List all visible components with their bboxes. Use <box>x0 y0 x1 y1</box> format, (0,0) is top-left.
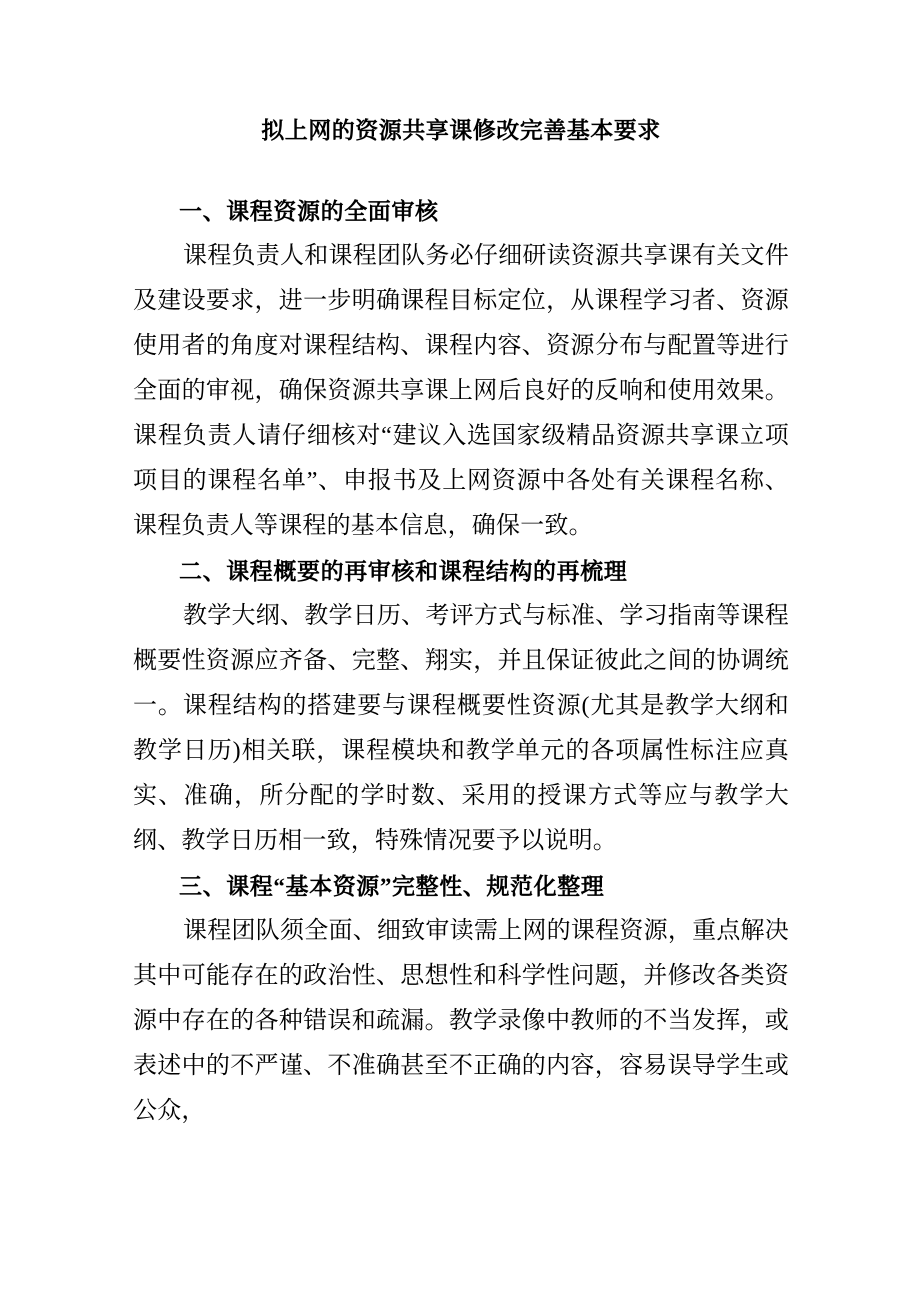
section-1 <box>133 189 789 549</box>
section-3-heading: 三、课程“基本资源”完整性、规范化整理 <box>179 874 605 899</box>
title-spacer <box>133 146 789 189</box>
document-content <box>133 0 789 1134</box>
section-1-heading: 一、课程资源的全面审核 <box>179 199 439 224</box>
section-2-heading: 二、课程概要的再审核和课程结构的再梳理 <box>179 559 628 584</box>
section-2 <box>133 549 789 864</box>
section-1-body: 课程负责人和课程团队务必仔细研读资源共享课有关文件及建设要求，进一步明确课程目标定位，从课程学习者、资源使用者的角度对课程结构、课程内容、资源分布与配置等进行全面的审视，确保资源共享课上网后良好的反响和使用效果。课程负责人请仔细核对“建议入选国家级精品资源共享课立项项目的课程名单”、申报书及上网资源中各处有关课程名称、课程负责人等课程的基本信息，确保一致。 <box>133 243 789 539</box>
section-3 <box>133 864 789 1134</box>
section-2-body: 教学大纲、教学日历、考评方式与标准、学习指南等课程概要性资源应齐备、完整、翔实，并且保证彼此之间的协调统一。课程结构的搭建要与课程概要性资源(尤其是教学大纲和教学日历)相关联，课程模块和教学单元的各项属性标注应真实、准确，所分配的学时数、采用的授课方式等应与教学大纲、教学日历相一致，特殊情况要予以说明。 <box>133 603 789 854</box>
page-title: 拟上网的资源共享课修改完善基本要求 <box>261 118 661 144</box>
section-3-body: 课程团队须全面、细致审读需上网的课程资源，重点解决其中可能存在的政治性、思想性和科学性问题，并修改各类资源中存在的各种错误和疏漏。教学录像中教师的不当发挥，或表述中的不严谨、不准确甚至不正确的内容，容易误导学生或公众， <box>133 918 789 1124</box>
